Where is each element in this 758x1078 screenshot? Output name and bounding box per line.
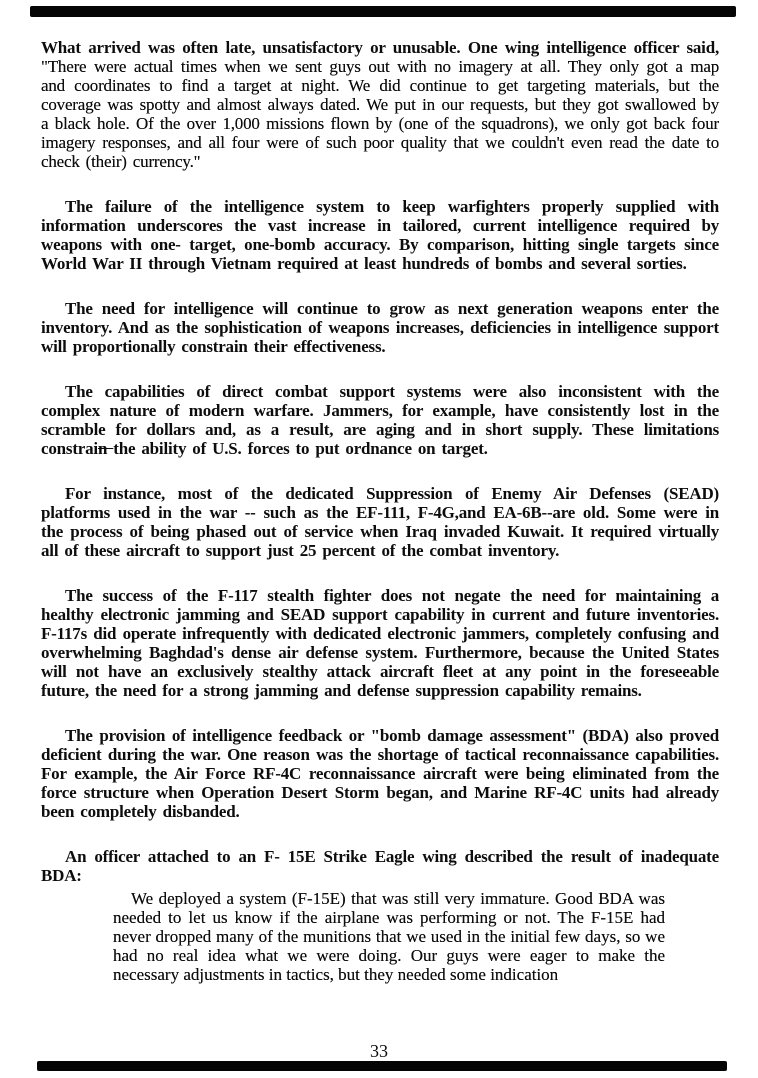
paragraph-officer-intro: An officer attached to an F- 15E Strike Eagle wing described the result of inadequate BDA: — [41, 847, 719, 885]
paragraph-lead-bold: What arrived was often late, unsatisfactory or unusable. One wing intelligence officer said, — [41, 38, 719, 57]
paragraph-intelligence-failure: The failure of the intelligence system to keep warfighters properly supplied with information underscores the vast increase in tailored, current intelligence required by weapons with one- target, one-bomb accuracy. By comparison, hitting single targets since World War II through Vietnam required at least hundreds of bombs and several sorties. — [41, 197, 719, 273]
paragraph-need-for-intelligence: The need for intelligence will continue to grow as next generation weapons enter the inventory. And as the sophistication of weapons increases, deficiencies in intelligence support will proportionally constrain their effectiveness. — [41, 299, 719, 356]
officer-quotation: "There were actual times when we sent guys out with no imagery at all. They only got a map and coordinates to find a target at night. We did continue to get targeting materials, but the coverage was spotty and almost always dated. We put in our requests, but they got swallowed by a black hole. Of the over 1,000 missions flown by (one of the squadrons), we only got back four imagery responses, and all four were of such poor quality that we couldn't even read the date to check (their) currency." — [41, 57, 719, 171]
paragraph-combat-support-text-b: the ability of U.S. forces to put ordnance on target. — [113, 439, 488, 458]
officer-block-quote: We deployed a system (F-15E) that was still very immature. Good BDA was needed to let us know if the airplane was performing or not. The F-15E had never dropped many of the munitions that we used in the initial few days, so we had no real idea what we were doing. Our guys were eager to make the necessary adjustments in tactics, but they needed some indication — [113, 889, 665, 984]
page-number: 33 — [370, 1041, 388, 1061]
paragraph-combat-support — [41, 382, 719, 458]
paragraph-what-arrived — [41, 38, 719, 171]
page-text-block — [41, 38, 719, 984]
scan-artifact-bottom-bar — [37, 1061, 727, 1071]
paragraph-f117-success: The success of the F-117 stealth fighter does not negate the need for maintaining a healthy electronic jamming and SEAD support capability in current and future inventories. F-117s did operate infrequently with dedicated electronic jammers, completely confusing and overwhelming Baghdad's dense air defense system. Furthermore, because the United States will not have an exclusively stealthy attack aircraft fleet at any point in the foreseeable future, the need for a strong jamming and defense suppression capability remains. — [41, 586, 719, 700]
paragraph-combat-support-text-a: The capabilities of direct combat support systems were also inconsistent with the complex nature of modern warfare. Jammers, for example, have consistently lost in the scramble for dollars and, as a result, are aging and in short supply. These limitations constrai — [41, 382, 719, 458]
paragraph-bda-feedback: The provision of intelligence feedback or "bomb damage assessment" (BDA) also proved deficient during the war. One reason was the shortage of tactical reconnaissance capabilities. For example, the Air Force RF-4C reconnaissance aircraft were being eliminated from the force structure when Operation Desert Storm began, and Marine RF-4C units had already been completely disbanded. — [41, 726, 719, 821]
paragraph-sead-platforms: For instance, most of the dedicated Suppression of Enemy Air Defenses (SEAD) platforms used in the war -- such as the EF-111, F-4G,and EA-6B--are old. Some were in the process of being phased out of service when Iraq invaded Kuwait. It required virtually all of these aircraft to support just 25 percent of the combat inventory. — [41, 484, 719, 560]
typo-strikethrough: n — [97, 439, 114, 458]
scan-artifact-top-bar — [30, 6, 736, 17]
